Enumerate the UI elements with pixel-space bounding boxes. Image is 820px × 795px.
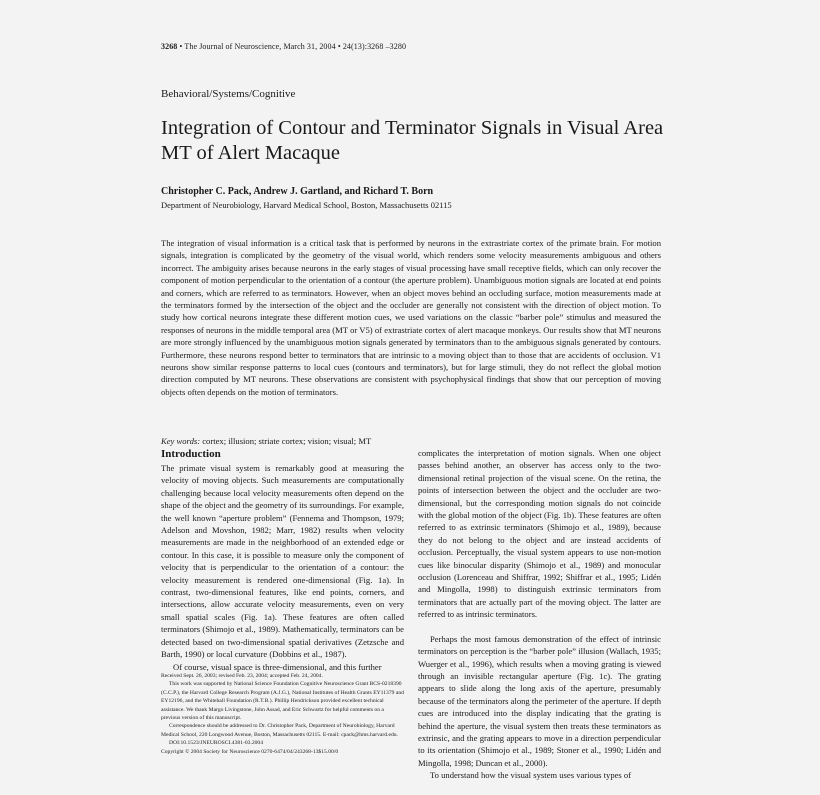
section-label: Behavioral/Systems/Cognitive: [161, 88, 296, 100]
body-column-left: [161, 462, 404, 673]
paper-title: Integration of Contour and Terminator Signals in Visual Area MT of Alert Macaque: [161, 117, 664, 164]
author-list: Christopher C. Pack, Andrew J. Gartland, and Richard T. Born: [161, 186, 434, 197]
footnotes: [161, 672, 404, 756]
keywords-text: cortex; illusion; striate cortex; vision; visual; MT: [200, 436, 372, 446]
paragraph: To understand how the visual system uses various types of: [430, 770, 632, 781]
page-number: 3268: [161, 42, 178, 51]
affiliation: Department of Neurobiology, Harvard Medical School, Boston, Massachusetts 02115: [161, 200, 452, 210]
running-head: [161, 42, 406, 51]
keywords-label: Key words:: [161, 436, 201, 446]
footnote-correspondence: Correspondence should be addressed to Dr. Christopher Pack, Department of Neurobiology, Harvard Medical School, 220 Longwood Avenue, Boston, Massachusetts 02115. E-mail: cpack@hms.harvard.edu.: [161, 723, 398, 738]
footnote-doi: DOI:10.1523/JNEUROSCI.4381-03.2004: [169, 740, 264, 747]
footnote-received: Received Sept. 26, 2003; revised Feb. 23, 2004; accepted Feb. 24, 2004.: [161, 673, 323, 679]
paragraph: Perhaps the most famous demonstration of the effect of intrinsic terminators on perception is the “barber pole” illusion (Wallach, 1935; Wuerger et al., 1996), which results when a moving grating is viewed through an invisible rectangular aperture (Fig. 1c). The grating appears to slide along the long axis of the aperture, presumably because of the terminators along the perimeter of the aperture. If depth cues are introduced into the display indicating that the grating is behind the aperture, the visual system then treats these terminators as extrinsic, and the grating appears to move in a direction perpendicular to its orientation (Shimojo et al., 1989; Stoner et al., 1990; Lidén and Mingolla, 1998; Duncan et al., 2000).: [418, 633, 661, 768]
keywords: [161, 436, 371, 446]
body-column-right: [418, 447, 661, 782]
section-heading-introduction: Introduction: [161, 448, 221, 460]
paragraph: Of course, visual space is three-dimensional, and this further: [173, 661, 382, 672]
paragraph: complicates the interpretation of motion signals. When one object passes behind another, an observer has access only to the two-dimensional retinal projection of the visual scene. On the retina, the points of intersection between the object and the occluder are two-dimensional, but the corresponding motion signals do not coincide with the global motion of the object (Fig. 1b). These features are often referred to as extrinsic terminators (Shimojo et al., 1989), because they do not belong to the object and are instead accidents of occlusion. Perceptually, the visual system appears to use non-motion cues like binocular disparity (Shimojo et al., 1989) and monocular occlusion (Lorenceau and Shiffrar, 1992; Shiffrar et al., 1995; Lidén and Mingolla, 1998) to distinguish extrinsic terminators from terminators that are actually part of the moving object. The latter are referred to as intrinsic terminators.: [418, 448, 661, 620]
abstract: The integration of visual information is a critical task that is performed by neurons in the extrastriate cortex of the primate brain. For motion signals, integration is complicated by the geometry of the visual world, which renders some velocity measurements ambiguous and others incorrect. The ambiguity arises because neurons in the early stages of visual processing have small receptive fields, which can only recover the component of motion perpendicular to the orientation of a contour (the aperture problem). Unambiguous motion signals are located at end points and corners, which are referred to as terminators. However, when an object moves behind an occluding surface, motion measurements made at the terminators formed by the intersection of the object and the occluder are generally not consistent with the direction of object motion. To study how cortical neurons integrate these different motion cues, we used variations on the classic “barber pole” stimulus and measured the responses of neurons in the middle temporal area (MT or V5) of extrastriate cortex of alert macaque monkeys. Our results show that MT neurons are more strongly influenced by the unambiguous motion signals generated by terminators than to the ambiguous signals generated by contours. Furthermore, these neurons respond better to terminators that are intrinsic to a moving object than to those that are accidents of occlusion. V1 neurons show similar response patterns to local cues (contours and terminators), but for large stimuli, they do not reflect the global motion direction computed by MT neurons. These observations are consistent with psychophysical findings that show that our perception of moving objects often depends on the motion of terminators.: [161, 238, 661, 397]
journal-citation: • The Journal of Neuroscience, March 31, 2004 • 24(13):3268 –3280: [177, 42, 407, 51]
footnote-funding: This work was supported by National Science Foundation Cognitive Neuroscience Grant BCS-0218390 (C.C.P.), the Harvard College Research Program (A.J.G.), National Institutes of Health Grants EY11379 and EY12196, and the Whitehall Foundation (R.T.B.). Phillip Hendrickson provided excellent technical assistance. We thank Margo Livingstone, John Assad, and Eric Schwartz for helpful comments on a previous version of this manuscript.: [161, 681, 404, 722]
footnote-copyright: Copyright © 2004 Society for Neuroscience 0270-6474/04/243268-13$15.00/0: [161, 748, 339, 755]
paragraph: The primate visual system is remarkably good at measuring the velocity of moving objects. Such measurements are computationally challenging because local velocity measurements often depend on the shape of the object and the geometry of its surroundings. For example, the well known “aperture problem” (Fennema and Thompson, 1979; Adelson and Movshon, 1982; Marr, 1982) results when velocity measurements are made in the neighborhood of an extended edge or contour. In this case, it is possible to measure only the component of velocity that is perpendicular to the orientation of a contour: the velocity measurement is rendered one-dimensional (Fig. 1a). In contrast, two-dimensional features, like end points, corners, and intersections, allow accurate velocity measurements, even on very small spatial scales (Fig. 1a). These features are often called terminators (Shimojo et al., 1989). Mathematically, terminators can be detected based on two-dimensional spatial derivatives (Zetzsche and Barth, 1990) or local curvature (Dobbins et al., 1987).: [161, 463, 404, 660]
